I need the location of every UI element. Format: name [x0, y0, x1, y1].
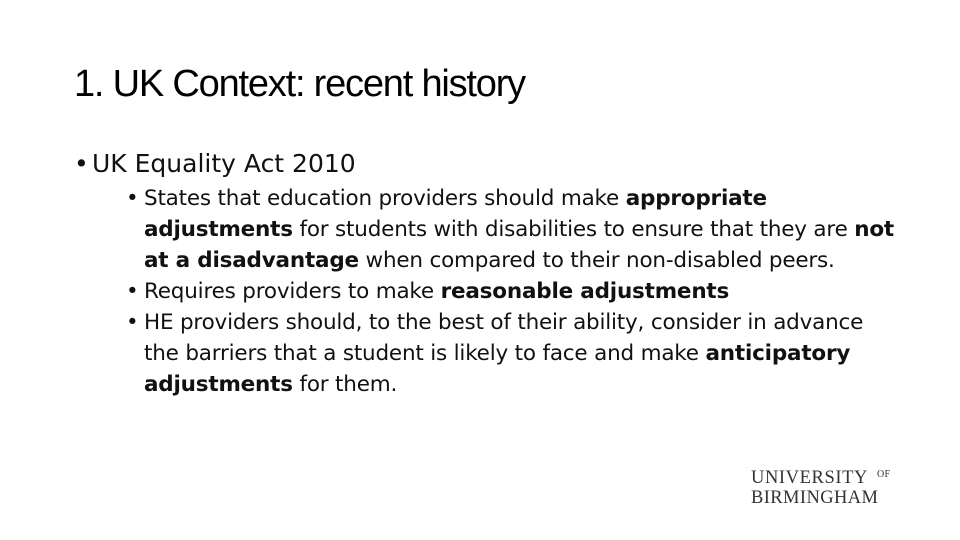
bullet-equality-act: [74, 145, 894, 400]
text-run: Requires providers to make: [144, 279, 441, 304]
bullet-dot-icon: •: [74, 149, 89, 178]
bullet-dot-icon: •: [126, 186, 139, 211]
text-run: for students with disabilities to ensure that they are: [292, 217, 855, 242]
slide-title: 1. UK Context: recent history: [74, 63, 525, 105]
sub-bullet-list: [92, 183, 894, 400]
university-logo: [751, 468, 901, 512]
text-run: when compared to their non-disabled peers.: [358, 248, 835, 273]
sub-bullet-reasonable-adjustments: [126, 276, 894, 307]
logo-of: OF: [877, 469, 891, 480]
bold-phrase: anticipatory adjustments: [144, 341, 851, 397]
sub-bullet-text: [144, 310, 863, 397]
sub-bullet-text: [144, 279, 729, 304]
sub-bullet-text: [144, 186, 894, 273]
logo-line-university: UNIVERSITY: [751, 468, 868, 488]
bullet-dot-icon: •: [126, 279, 139, 304]
bold-phrase: appropriate adjustments: [144, 186, 767, 242]
bullet-list: [74, 145, 894, 400]
bold-phrase: not at a disadvantage: [144, 217, 894, 273]
sub-bullet-appropriate-adjustments: [126, 183, 894, 276]
text-run: States that education providers should make: [144, 186, 626, 211]
text-run: for them.: [292, 372, 398, 397]
text-run: HE providers should, to the best of their ability, consider in advance the barriers that a student is likely to face and make: [144, 310, 864, 366]
logo-line-birmingham: BIRMINGHAM: [751, 488, 879, 508]
bullet-text: UK Equality Act 2010: [92, 149, 356, 178]
bullet-dot-icon: •: [126, 310, 139, 335]
bold-phrase: reasonable adjustments: [440, 279, 730, 304]
sub-bullet-anticipatory-adjustments: [126, 307, 894, 400]
